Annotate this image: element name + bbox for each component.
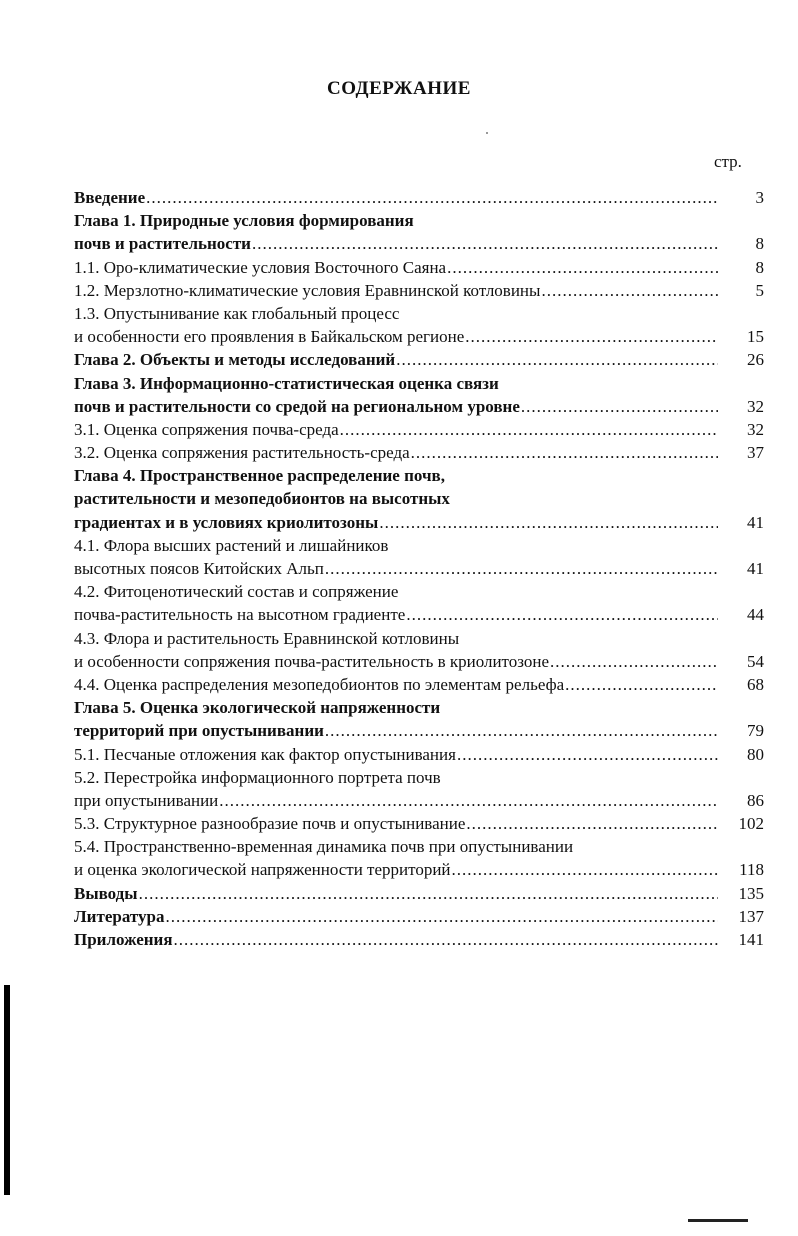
toc-entry-leader-line xyxy=(74,858,764,881)
dot-leader xyxy=(411,441,718,464)
toc-entry-leader-line xyxy=(74,441,764,464)
toc-entry-line: 4.2. Фитоценотический состав и сопряжение xyxy=(74,582,399,602)
dot-leader xyxy=(252,232,718,255)
toc-entry-leader-line xyxy=(74,650,764,673)
dot-leader xyxy=(165,905,718,928)
dot-leader xyxy=(565,673,718,696)
toc-entry-title: градиентах и в условиях криолитозоны xyxy=(74,512,379,532)
dot-leader xyxy=(457,743,718,766)
toc-entry-leader-line xyxy=(74,789,764,812)
toc-entry xyxy=(74,696,764,742)
toc-page-number: 68 xyxy=(747,674,764,694)
dot-leader xyxy=(447,256,718,279)
toc-entry-title: Глава 2. Объекты и методы исследований xyxy=(74,350,396,370)
toc-entry-leader-line xyxy=(74,418,764,441)
toc-entry-title: 5.3. Структурное разнообразие почв и опустынивание xyxy=(74,814,466,834)
toc-entry-leader-line xyxy=(74,395,764,418)
dot-leader xyxy=(541,279,718,302)
toc-entry xyxy=(74,743,764,766)
scan-corner-line xyxy=(688,1219,748,1222)
toc-entry-leader-line xyxy=(74,511,764,534)
toc-entry-title: и оценка экологической напряженности территорий xyxy=(74,860,451,880)
toc-entry-title: Приложения xyxy=(74,930,173,949)
scan-speck xyxy=(486,132,488,134)
toc-page-number: 37 xyxy=(747,443,764,463)
toc-entry-title: 5.1. Песчаные отложения как фактор опустынивания xyxy=(74,744,456,764)
toc-entry-title: территорий при опустынивании xyxy=(74,721,324,741)
dot-leader xyxy=(452,858,718,881)
toc-entry-line: 5.4. Пространственно-временная динамика почв при опустынивании xyxy=(74,837,574,857)
dot-leader xyxy=(340,418,718,441)
toc-entry-title: 1.1. Оро-климатические условия Восточного Саяна xyxy=(74,257,447,277)
toc-entry-line: Глава 3. Информационно-статистическая оценка связи xyxy=(74,373,499,393)
toc-entry-leader-line xyxy=(74,256,764,279)
toc-entry xyxy=(74,418,764,441)
toc-entry-title: высотных поясов Китойских Альп xyxy=(74,559,324,578)
toc-entry-line: Глава 4. Пространственное распределение почв, xyxy=(74,466,445,486)
toc-page-number: 102 xyxy=(738,814,764,834)
toc-entry-title: Введение xyxy=(74,188,146,207)
toc-page-number: 135 xyxy=(738,883,764,903)
toc-entry xyxy=(74,279,764,302)
dot-leader xyxy=(406,603,718,626)
toc-entry-line: 5.2. Перестройка информационного портрета почв xyxy=(74,767,441,787)
toc-entry-leader-line xyxy=(74,325,764,348)
toc-entry xyxy=(74,580,764,626)
toc-entry xyxy=(74,905,764,928)
toc-entry-title: 3.2. Оценка сопряжения растительность-среда xyxy=(74,443,410,463)
toc-entry-title: 4.4. Оценка распределения мезопедобионтов по элементам рельефа xyxy=(74,674,565,694)
toc-entry-leader-line xyxy=(74,882,764,905)
toc-entry xyxy=(74,928,764,951)
scan-margin-bar xyxy=(4,985,10,1195)
dot-leader xyxy=(379,511,718,534)
toc-entry-title: и особенности его проявления в Байкальском регионе xyxy=(74,327,465,347)
toc-entry-title: почв и растительности со средой на региональном уровне xyxy=(74,396,520,416)
toc-entry-leader-line xyxy=(74,279,764,302)
toc-entry-leader-line xyxy=(74,928,764,951)
toc-entry xyxy=(74,464,764,534)
toc-page-number: 8 xyxy=(755,234,764,254)
toc-entry-leader-line xyxy=(74,348,764,371)
dot-leader xyxy=(325,719,718,742)
toc-entry xyxy=(74,882,764,905)
toc-entry-leader-line xyxy=(74,186,764,209)
toc-entry-leader-line xyxy=(74,812,764,835)
table-of-contents xyxy=(74,186,764,951)
dot-leader xyxy=(521,395,718,418)
toc-entry-line: 4.1. Флора высших растений и лишайников xyxy=(74,535,389,555)
toc-entry-line: Глава 5. Оценка экологической напряженности xyxy=(74,698,441,718)
toc-page-number: 15 xyxy=(747,327,764,347)
toc-page-number: 79 xyxy=(747,721,764,741)
toc-entry xyxy=(74,372,764,418)
toc-entry-leader-line xyxy=(74,719,764,742)
toc-entry xyxy=(74,835,764,881)
toc-page-number: 44 xyxy=(747,605,764,625)
page-column-label: стр. xyxy=(714,152,742,171)
toc-entry-line: Глава 1. Природные условия формирования xyxy=(74,211,414,231)
toc-entry-leader-line xyxy=(74,232,764,255)
dot-leader xyxy=(325,557,718,580)
toc-page-number: 141 xyxy=(738,930,764,949)
toc-entry xyxy=(74,256,764,279)
toc-entry-line: 1.3. Опустынивание как глобальный процесс xyxy=(74,303,400,323)
toc-page-number: 5 xyxy=(755,280,764,300)
toc-entry-title: почв и растительности xyxy=(74,234,251,254)
toc-entry xyxy=(74,302,764,348)
toc-entry-title: при опустынивании xyxy=(74,790,219,810)
dot-leader xyxy=(396,348,718,371)
toc-entry xyxy=(74,441,764,464)
toc-entry-title: и особенности сопряжения почва-растительность в криолитозоне xyxy=(74,651,550,671)
toc-page-number: 8 xyxy=(755,257,764,277)
dot-leader xyxy=(465,325,718,348)
dot-leader xyxy=(146,186,718,209)
toc-entry-leader-line xyxy=(74,673,764,696)
toc-entry-title: Выводы xyxy=(74,883,138,903)
toc-entry xyxy=(74,627,764,673)
toc-entry-title: Литература xyxy=(74,906,165,926)
toc-entry xyxy=(74,673,764,696)
toc-entry xyxy=(74,766,764,812)
dot-leader xyxy=(550,650,718,673)
toc-page-number: 26 xyxy=(747,350,764,370)
dot-leader xyxy=(139,882,718,905)
dot-leader xyxy=(466,812,718,835)
toc-page-number: 32 xyxy=(747,419,764,439)
toc-entry xyxy=(74,534,764,580)
toc-entry xyxy=(74,209,764,255)
toc-page-number: 32 xyxy=(747,396,764,416)
toc-entry-leader-line xyxy=(74,603,764,626)
toc-entry xyxy=(74,348,764,371)
toc-page-number: 118 xyxy=(739,860,764,880)
dot-leader xyxy=(174,928,718,951)
toc-entry-leader-line xyxy=(74,557,764,580)
toc-entry-title: 3.1. Оценка сопряжения почва-среда xyxy=(74,419,339,439)
toc-entry xyxy=(74,186,764,209)
toc-entry xyxy=(74,812,764,835)
toc-entry-title: 1.2. Мерзлотно-климатические условия Еравнинской котловины xyxy=(74,280,541,300)
dot-leader xyxy=(219,789,718,812)
toc-entry-leader-line xyxy=(74,743,764,766)
toc-page-number: 41 xyxy=(747,559,764,578)
toc-entry-line: растительности и мезопедобионтов на высотных xyxy=(74,489,450,509)
toc-page-number: 137 xyxy=(738,906,764,926)
toc-entry-line: 4.3. Флора и растительность Еравнинской котловины xyxy=(74,628,460,648)
toc-page-number: 54 xyxy=(747,651,764,671)
page-title: СОДЕРЖАНИЕ xyxy=(327,78,471,99)
toc-entry-leader-line xyxy=(74,905,764,928)
toc-page-number: 3 xyxy=(755,188,764,207)
toc-page-number: 86 xyxy=(747,790,764,810)
toc-page-number: 41 xyxy=(747,512,764,532)
toc-entry-title: почва-растительность на высотном градиенте xyxy=(74,605,406,625)
toc-page-number: 80 xyxy=(747,744,764,764)
